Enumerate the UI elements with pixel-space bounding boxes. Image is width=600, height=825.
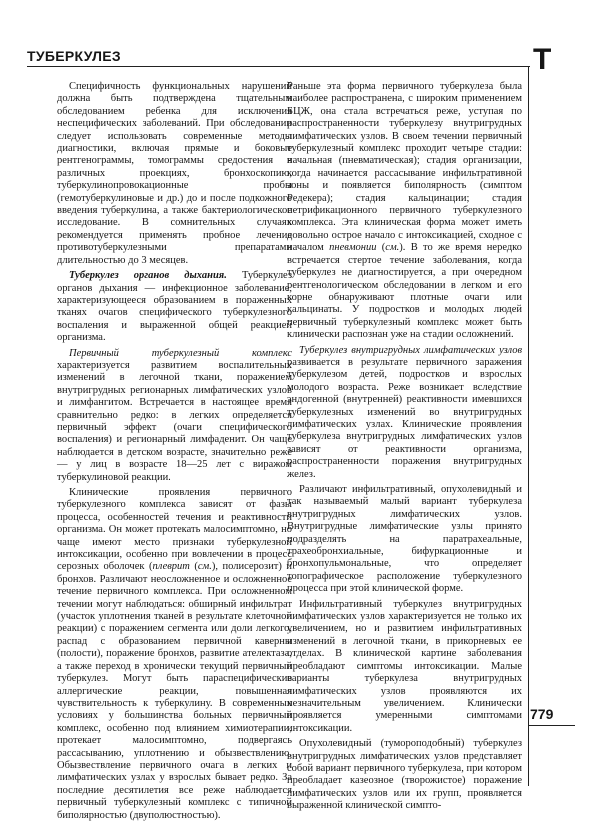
paragraph [57, 487, 292, 822]
section-heading: Туберкулез органов дыхания. [69, 270, 227, 282]
paragraph [287, 81, 522, 342]
section-letter: Т [533, 43, 552, 76]
paragraph-text: ( [189, 561, 198, 573]
cross-reference: пневмонии [329, 242, 377, 254]
paragraph: Опухолевидный (тумороподобный) туберкулез внутригрудных лимфатических узлов представляет собой вариант первичного туберкулеза, при котором преобладает казеозное (творожистое) поражение лимфатических узлов или их групп, проявляется выраженной клинической симпто- [287, 738, 522, 812]
paragraph [57, 270, 292, 344]
paragraph-text: Туберкулез органов дыхания — инфекционное заболевание, характеризующееся образованием в пораженных тканях очагов специфического туберкулезного воспаления и выраженной общей реакцией организма. [57, 270, 292, 344]
left-column [57, 81, 292, 825]
subsection-heading: Первичный туберкулезный комплекс [69, 347, 292, 359]
paragraph-text: ), полисерозит) и бронхов. Различают неосложненное и осложненное течение первичного комплекса. При осложненном течении могут наблюдаться: обширный инфильтрат (участок уплотнения тканей в результате клеточной реакции) с поражением сегмента или доли легкого, распад с образованием первичной каверны (полости), поражение бронхов, развитие ателектаза, а также переход в хронически текущий первичный туберкулез. Могут быть параспецифические аллергические реакции, повышенная чувствительность к туберкулину. В современных условиях у большинства больных первичный комплекс, особенно под влиянием химиотерапии, протекает малосимптомно, подвергаясь рассасыванию, уплотнению и обызвествлению. Обызвествление первичного очага в легких и лимфатических узлах у взрослых бывает редко. За последние десятилетия все реже наблюдается первичный туберкулезный комплекс с типичной биполярностью (двуполюстностью). [57, 561, 293, 821]
page-number-rule [529, 725, 575, 726]
right-column [287, 81, 522, 816]
paragraph: Инфильтративный туберкулез внутригрудных лимфатических узлов характеризуется не только их увеличением, но и развитием инфильтративных изменений в легочной ткани, в прикорневых ее отделах. В клинической картине заболевания преобладают симптомы интоксикации. Малые варианты туберкулеза внутригрудных лимфатических узлов проявляются их незначительным увеличением. Клинически проявляется умеренными симптомами интоксикации. [287, 598, 522, 734]
paragraph: Специфичность функциональных нарушений должна быть подтверждена тщательным обследованием ребенка для исключения неспецифических заболеваний. При обследовании следует использовать современные методы диагностики, включая прямые и боковые рентгенограммы, томограммы средостения в различных проекциях, бронхоскопию, туберкулинопровокационные пробы (гемотуберкулиновые и др.) до и после подкожного введения туберкулина, а также бактериологическое исследование. В сомнительных случаях рекомендуется применять пробное лечение противотуберкулезными препаратами длительностью до 3 месяцев. [57, 81, 292, 266]
paragraph-text: характеризуется развитием воспалительных изменений в легочной ткани, поражением внутригрудных регионарных лимфатических узлов и лимфангитом. Встречается в настоящее время сравнительно редко: в легких определяется первичный эффект (очаги специфического воспаления) и регионарный лимфаденит. Он чаще наблюдается в детском возрасте, значительно реже — у лиц в возрасте 18—25 лет с виражом туберкулиновой реакции. [57, 359, 292, 483]
paragraph-text: Раньше эта форма первичного туберкулеза была наиболее распространена, с широким применением БЦЖ, она стала встречаться реже, уступая по распространенности туберкулезу внутригрудных лимфатических узлов. В своем течении первичный туберкулезный комплекс проходит четыре стадии: начальная (пневматическая); стадия организации, когда начинается рассасывание инфильтративной зоны и появляется биполярность (симптом Редекера); стадия кальцинации; стадия петрификационного первичного туберкулезного комплекса. Эта клиническая форма может иметь довольно острое начало с интоксикацией, сходное с началом [287, 81, 522, 254]
cross-reference: плеврит [152, 561, 190, 573]
paragraph-text: ). В то же время нередко встречается стертое течение заболевания, когда туберкулез не диагностируется, а при очередном рентгенологическом обследовании в легком и его корне обнаруживают плотные очаги или кальцинаты. У подростков и молодых людей первичный туберкулезный комплекс может быть клинически распознан уже на стадии осложнений. [287, 242, 523, 341]
see-reference: см. [197, 561, 212, 573]
header-rule [27, 66, 530, 67]
running-header-title: ТУБЕРКУЛЕЗ [27, 48, 121, 64]
paragraph-text: Клинические проявления первичного туберкулезного комплекса зависят от фазы процесса, особенностей течения и реактивности организма. Он может протекать малосимптомно, но чаще имеют место признаки туберкулезной интоксикации, особенно при вовлечении в процесс серозных оболочек ( [57, 487, 292, 573]
paragraph-text: ( [376, 242, 386, 254]
subsection-heading: Туберкулез внутригрудных лимфатических узлов [299, 344, 522, 356]
page-number: 779 [530, 706, 554, 722]
paragraph [287, 345, 522, 481]
see-reference: см. [385, 242, 400, 254]
side-rule [528, 66, 529, 786]
paragraph [57, 348, 292, 484]
paragraph-text: развивается в результате первичного заражения туберкулезом детей, подростков и взрослых молодого возраста. Реже возникает вследствие эндогенной (внутренней) реактивности имевшихся туберкулезных изменений во внутригрудных лимфатических узлах. Клинические проявления туберкулеза внутригрудных лимфатических узлов зависят от реактивности организма, распространенности поражения внутригрудных желез. [287, 356, 522, 480]
paragraph: Различают инфильтративный, опухолевидный и так называемый малый вариант туберкулеза внутригрудных лимфатических узлов. Внутригрудные лимфатические узлы принято подразделять на паратрахеальные, трахеобронхиальные, бифуркационные и бронхопульмональные, что определяет топографическое расположение туберкулезного процесса при этой клинической форме. [287, 484, 522, 595]
